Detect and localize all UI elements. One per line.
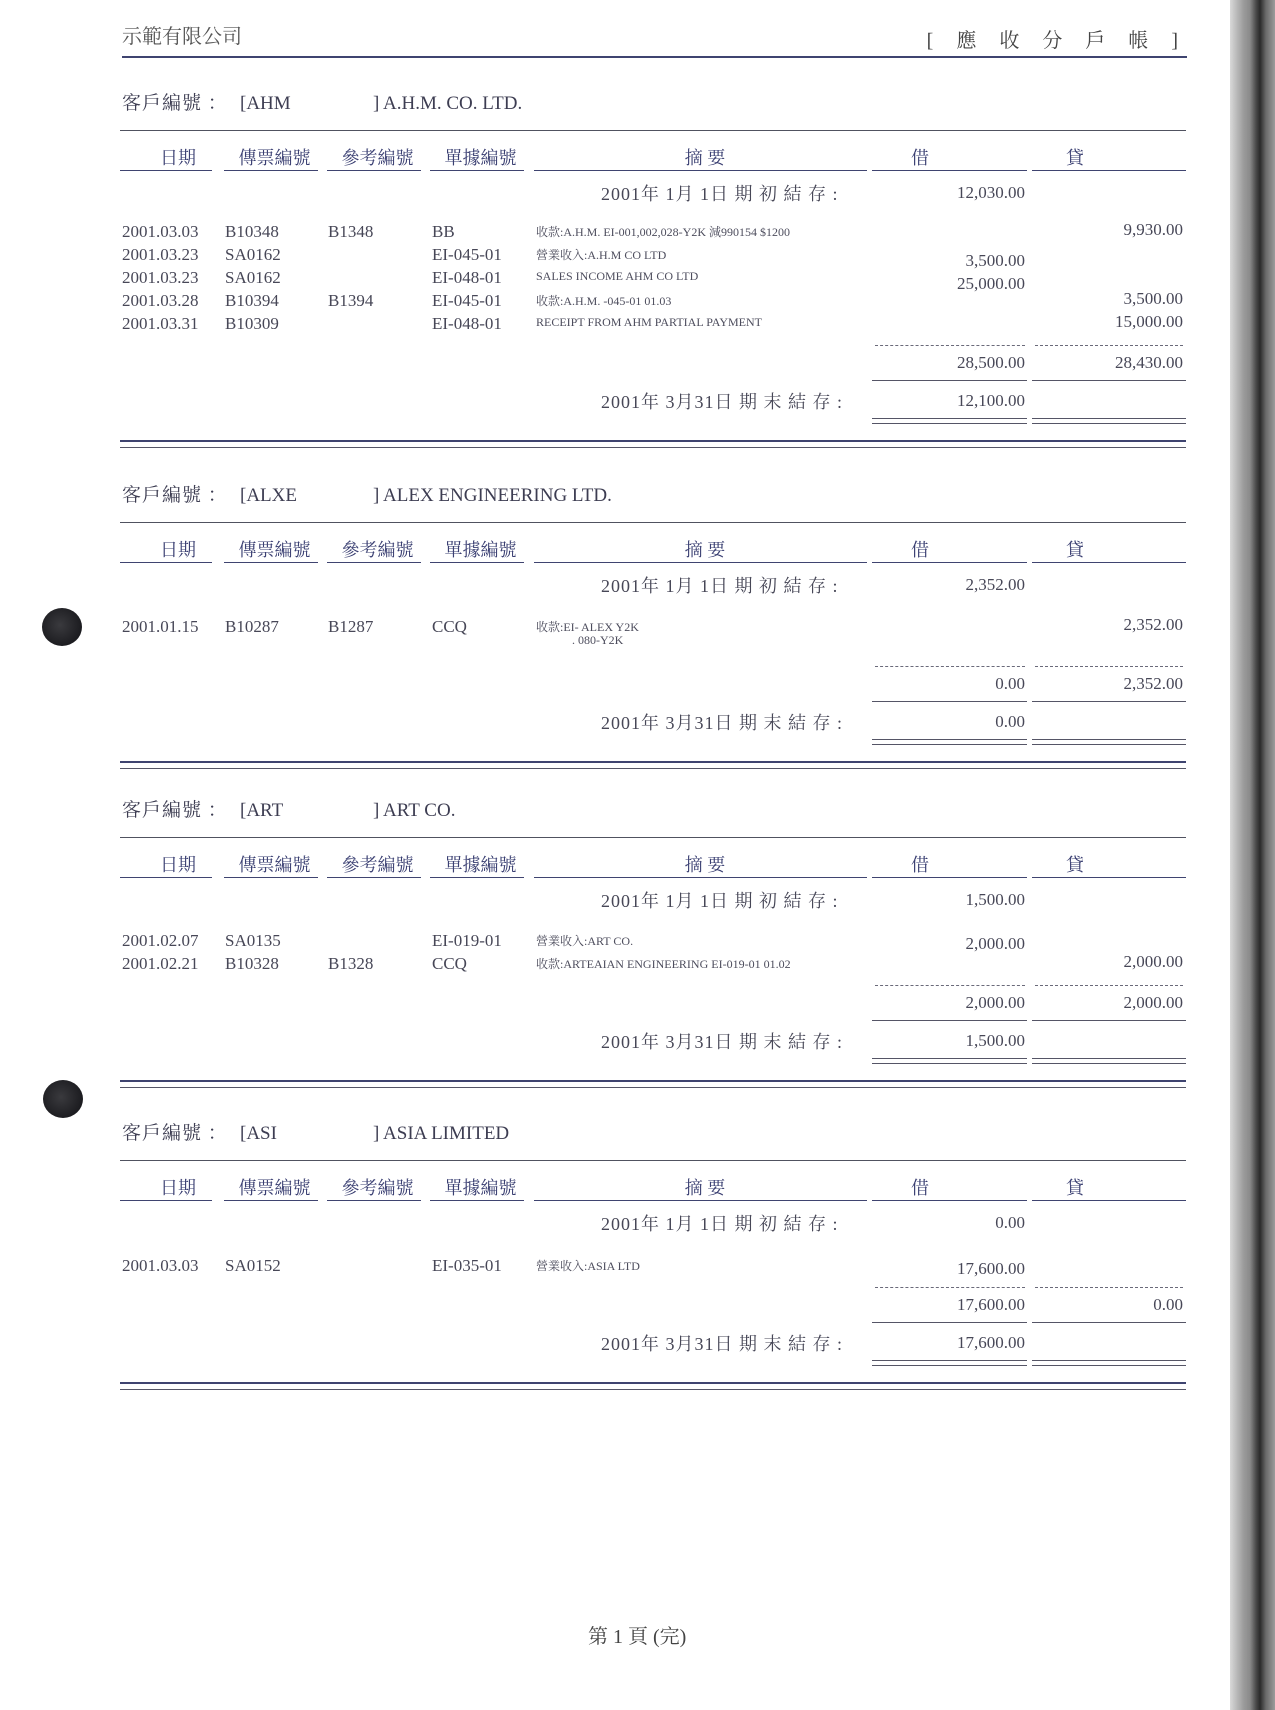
customer-code-label: 客戶編號 ： <box>122 485 228 506</box>
subtotal-dash-debit <box>875 666 1025 667</box>
column-header-underline <box>224 562 318 563</box>
row-date: 2001.03.31 <box>122 314 199 333</box>
customer-code-label: 客戶編號 ： <box>122 93 228 114</box>
column-header-rule <box>120 837 1186 838</box>
header-rule <box>122 56 1187 58</box>
customer-line <box>122 88 522 115</box>
opening-balance: 0.00 <box>995 1213 1025 1232</box>
column-header-rule <box>120 1160 1186 1161</box>
punch-hole <box>43 1080 83 1118</box>
closing-double-rule-credit <box>1032 1360 1186 1366</box>
column-header-underline <box>872 877 1027 878</box>
opening-balance-label: 2001年 1月 1日 期 初 結 存 : <box>601 576 839 596</box>
total-debit: 28,500.00 <box>957 353 1025 372</box>
row-document: EI-045-01 <box>432 245 502 264</box>
opening-balance: 12,030.00 <box>957 183 1025 202</box>
row-voucher: B10394 <box>225 291 279 310</box>
row-date: 2001.03.03 <box>122 222 199 241</box>
subtotal-dash-debit <box>875 985 1025 986</box>
row-debit: 25,000.00 <box>957 274 1025 293</box>
opening-balance: 2,352.00 <box>965 575 1025 594</box>
row-voucher: SA0135 <box>225 931 281 950</box>
row-date: 2001.02.07 <box>122 931 199 950</box>
closing-double-rule-credit <box>1032 418 1186 424</box>
row-voucher: B10309 <box>225 314 279 333</box>
report-title: [ 應 收 分 戶 帳 ] <box>926 30 1187 52</box>
opening-balance: 1,500.00 <box>965 890 1025 909</box>
row-voucher: B10328 <box>225 954 279 973</box>
closing-balance: 1,500.00 <box>965 1031 1025 1050</box>
row-date: 2001.03.23 <box>122 268 199 287</box>
column-header-underline <box>224 1200 318 1201</box>
column-header-underline <box>534 562 867 563</box>
column-header-description: 摘 要 <box>684 1178 726 1198</box>
column-header-underline <box>327 877 421 878</box>
subtotal-rule-debit <box>872 380 1027 381</box>
column-header-debit: 借 <box>911 1178 929 1198</box>
section-separator <box>120 1382 1186 1390</box>
subtotal-rule-credit <box>1032 1020 1186 1021</box>
row-document: EI-019-01 <box>432 931 502 950</box>
column-header-reference: 參考編號 <box>341 855 414 875</box>
row-document: EI-048-01 <box>432 314 502 333</box>
column-header-underline <box>1032 170 1186 171</box>
column-header-underline <box>1032 562 1186 563</box>
row-date: 2001.03.23 <box>122 245 199 264</box>
column-header-reference: 參考編號 <box>341 148 414 168</box>
closing-balance-label: 2001年 3月31日 期 末 結 存 : <box>601 1032 844 1052</box>
customer-code: [ART <box>240 800 284 821</box>
closing-balance: 0.00 <box>995 712 1025 731</box>
row-credit: 2,000.00 <box>1123 952 1183 971</box>
closing-balance: 17,600.00 <box>957 1333 1025 1352</box>
subtotal-dash-credit <box>1035 345 1183 346</box>
column-header-underline <box>120 877 212 878</box>
row-voucher: SA0162 <box>225 268 281 287</box>
customer-line <box>122 480 612 507</box>
section-separator <box>120 1080 1186 1088</box>
closing-balance: 12,100.00 <box>957 391 1025 410</box>
column-header-rule <box>120 130 1186 131</box>
row-debit: 2,000.00 <box>965 934 1025 953</box>
subtotal-dash-debit <box>875 1287 1025 1288</box>
row-voucher: SA0152 <box>225 1256 281 1275</box>
column-header-underline <box>327 562 421 563</box>
column-header-debit: 借 <box>911 148 929 168</box>
punch-hole <box>42 608 82 646</box>
customer-section <box>120 1118 1186 1418</box>
row-credit: 15,000.00 <box>1115 312 1183 331</box>
row-description: 營業收入:ASIA LTD <box>536 1259 640 1273</box>
column-header-underline <box>872 170 1027 171</box>
customer-name: ] ASIA LIMITED <box>373 1123 510 1144</box>
row-description-cont: . 080-Y2K <box>572 633 624 647</box>
row-description: RECEIPT FROM AHM PARTIAL PAYMENT <box>536 315 763 329</box>
opening-balance-label: 2001年 1月 1日 期 初 結 存 : <box>601 184 839 204</box>
row-date: 2001.01.15 <box>122 617 199 636</box>
company-name: 示範有限公司 <box>122 26 242 48</box>
column-header-date: 日期 <box>160 1178 196 1198</box>
column-header-underline <box>430 1200 524 1201</box>
row-description: SALES INCOME AHM CO LTD <box>536 269 699 283</box>
column-header-underline <box>120 562 212 563</box>
customer-section <box>120 88 1186 412</box>
customer-section <box>120 480 1186 780</box>
row-credit: 9,930.00 <box>1123 220 1183 239</box>
total-debit: 2,000.00 <box>965 993 1025 1012</box>
subtotal-dash-debit <box>875 345 1025 346</box>
row-document: EI-045-01 <box>432 291 502 310</box>
column-header-underline <box>534 170 867 171</box>
row-description: 營業收入:ART CO. <box>536 934 634 948</box>
column-header-underline <box>872 1200 1027 1201</box>
row-document: CCQ <box>432 954 467 973</box>
total-credit: 0.00 <box>1153 1295 1183 1314</box>
column-header-underline <box>1032 1200 1186 1201</box>
column-header-document: 單據編號 <box>444 855 517 875</box>
column-header-voucher: 傳票編號 <box>238 148 311 168</box>
row-debit: 3,500.00 <box>965 251 1025 270</box>
column-header-underline <box>430 562 524 563</box>
column-header-date: 日期 <box>160 540 196 560</box>
subtotal-dash-credit <box>1035 666 1183 667</box>
closing-balance-label: 2001年 3月31日 期 末 結 存 : <box>601 392 844 412</box>
column-header-voucher: 傳票編號 <box>238 855 311 875</box>
column-header-debit: 借 <box>911 540 929 560</box>
column-header-credit: 貸 <box>1066 540 1084 560</box>
subtotal-rule-credit <box>1032 1322 1186 1323</box>
closing-double-rule-credit <box>1032 739 1186 745</box>
column-header-underline <box>430 170 524 171</box>
row-document: EI-048-01 <box>432 268 502 287</box>
column-header-description: 摘 要 <box>684 855 726 875</box>
row-document: BB <box>432 222 455 241</box>
customer-name: ] A.H.M. CO. LTD. <box>373 93 523 114</box>
subtotal-rule-credit <box>1032 701 1186 702</box>
column-header-credit: 貸 <box>1066 855 1084 875</box>
row-document: CCQ <box>432 617 467 636</box>
subtotal-rule-debit <box>872 1020 1027 1021</box>
total-credit: 2,352.00 <box>1123 674 1183 693</box>
column-header-credit: 貸 <box>1066 1178 1084 1198</box>
customer-code-label: 客戶編號 ： <box>122 800 228 821</box>
subtotal-rule-debit <box>872 701 1027 702</box>
row-credit: 2,352.00 <box>1123 615 1183 634</box>
row-document: EI-035-01 <box>432 1256 502 1275</box>
customer-code: [ALXE <box>240 485 297 506</box>
closing-double-rule-debit <box>872 739 1027 745</box>
column-header-document: 單據編號 <box>444 148 517 168</box>
total-credit: 2,000.00 <box>1123 993 1183 1012</box>
subtotal-rule-debit <box>872 1322 1027 1323</box>
row-description: 收款:ARTEAIAN ENGINEERING EI-019-01 01.02 <box>536 957 791 971</box>
column-header-rule <box>120 522 1186 523</box>
customer-code-label: 客戶編號 ： <box>122 1123 228 1144</box>
customer-code: [ASI <box>240 1123 277 1144</box>
row-reference: B1287 <box>328 617 374 636</box>
row-description: 營業收入:A.H.M CO LTD <box>536 248 667 262</box>
column-header-date: 日期 <box>160 855 196 875</box>
row-description: 收款:EI- ALEX Y2K <box>536 620 639 634</box>
column-header-voucher: 傳票編號 <box>238 1178 311 1198</box>
closing-double-rule-credit <box>1032 1058 1186 1064</box>
column-header-reference: 參考編號 <box>341 540 414 560</box>
row-description: 收款:A.H.M. -045-01 01.03 <box>536 294 672 308</box>
row-voucher: B10287 <box>225 617 279 636</box>
opening-balance-label: 2001年 1月 1日 期 初 結 存 : <box>601 891 839 911</box>
subtotal-dash-credit <box>1035 1287 1183 1288</box>
closing-balance-label: 2001年 3月31日 期 末 結 存 : <box>601 713 844 733</box>
column-header-underline <box>224 170 318 171</box>
customer-code: [AHM <box>240 93 291 114</box>
customer-name: ] ART CO. <box>373 800 456 821</box>
scanner-edge <box>1230 0 1275 1710</box>
opening-balance-label: 2001年 1月 1日 期 初 結 存 : <box>601 1214 839 1234</box>
column-header-debit: 借 <box>911 855 929 875</box>
column-header-underline <box>872 562 1027 563</box>
column-header-description: 摘 要 <box>684 148 726 168</box>
section-separator <box>120 761 1186 769</box>
subtotal-rule-credit <box>1032 380 1186 381</box>
column-header-underline <box>327 170 421 171</box>
row-voucher: B10348 <box>225 222 279 241</box>
closing-double-rule-debit <box>872 418 1027 424</box>
row-description: 收款:A.H.M. EI-001,002,028-Y2K 減990154 $1200 <box>536 225 790 239</box>
closing-balance-label: 2001年 3月31日 期 末 結 存 : <box>601 1334 844 1354</box>
column-header-underline <box>430 877 524 878</box>
row-reference: B1394 <box>328 291 374 310</box>
column-header-underline <box>534 1200 867 1201</box>
column-header-document: 單據編號 <box>444 1178 517 1198</box>
row-date: 2001.03.03 <box>122 1256 199 1275</box>
total-debit: 17,600.00 <box>957 1295 1025 1314</box>
customer-name: ] ALEX ENGINEERING LTD. <box>373 485 612 506</box>
page-footer: 第 1 頁 (完) <box>588 1626 687 1648</box>
subtotal-dash-credit <box>1035 985 1183 986</box>
column-header-underline <box>1032 877 1186 878</box>
row-date: 2001.02.21 <box>122 954 199 973</box>
row-voucher: SA0162 <box>225 245 281 264</box>
column-header-description: 摘 要 <box>684 540 726 560</box>
total-credit: 28,430.00 <box>1115 353 1183 372</box>
total-debit: 0.00 <box>995 674 1025 693</box>
column-header-voucher: 傳票編號 <box>238 540 311 560</box>
row-reference: B1348 <box>328 222 374 241</box>
column-header-underline <box>534 877 867 878</box>
customer-line <box>122 795 455 822</box>
row-date: 2001.03.28 <box>122 291 199 310</box>
column-header-underline <box>120 1200 212 1201</box>
customer-section <box>120 795 1186 1095</box>
column-header-credit: 貸 <box>1066 148 1084 168</box>
closing-double-rule-debit <box>872 1360 1027 1366</box>
column-header-underline <box>224 877 318 878</box>
customer-line <box>122 1118 509 1145</box>
closing-double-rule-debit <box>872 1058 1027 1064</box>
row-reference: B1328 <box>328 954 374 973</box>
row-credit: 3,500.00 <box>1123 289 1183 308</box>
column-header-underline <box>120 170 212 171</box>
column-header-document: 單據編號 <box>444 540 517 560</box>
column-header-date: 日期 <box>160 148 196 168</box>
row-debit: 17,600.00 <box>957 1259 1025 1278</box>
section-separator <box>120 440 1186 448</box>
column-header-underline <box>327 1200 421 1201</box>
column-header-reference: 參考編號 <box>341 1178 414 1198</box>
